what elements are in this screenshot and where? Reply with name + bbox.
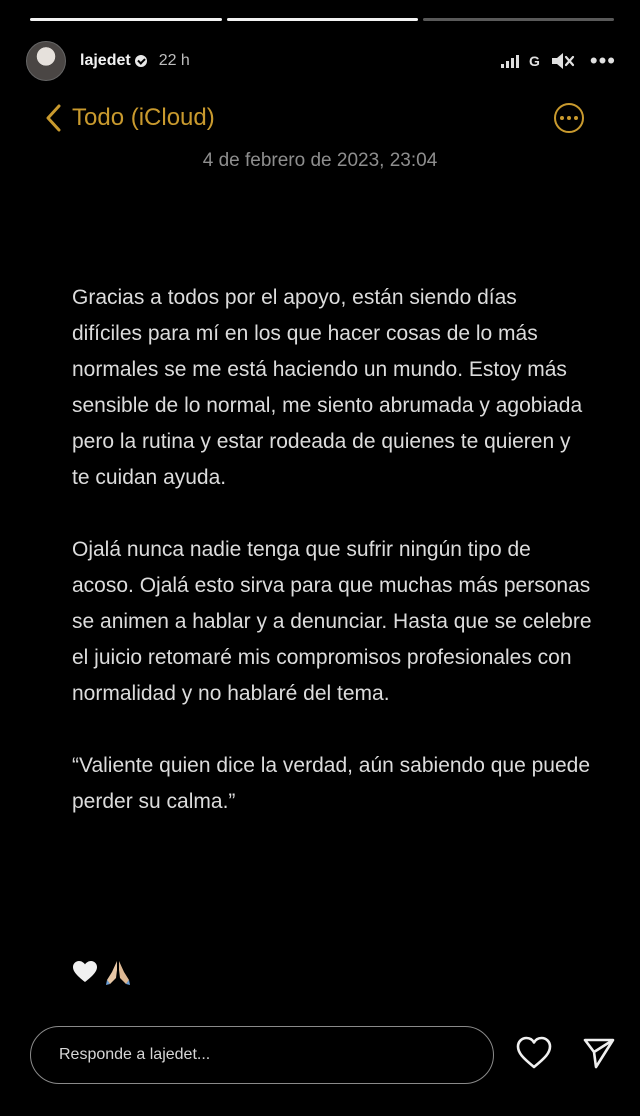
- network-type: G: [529, 53, 540, 69]
- back-button[interactable]: Todo (iCloud): [72, 104, 215, 131]
- story-progress-segment: [227, 18, 418, 21]
- folded-hands-icon: [104, 958, 132, 986]
- note-paragraph: Ojalá nunca nadie tenga que sufrir ningún tipo de acoso. Ojalá esto sirva para que muchas más personas se animen a hablar y a denunciar. Hasta que se celebre el juicio retomaré mis compromisos profesionales con normalidad y no hablaré del tema.: [72, 538, 592, 705]
- story-time-ago: 22 h: [158, 52, 190, 69]
- signal-bars-icon: [501, 54, 519, 68]
- story-more-icon[interactable]: •••: [589, 48, 616, 73]
- story-username[interactable]: lajedet: [80, 52, 131, 69]
- note-emojis: [72, 958, 132, 986]
- reply-actions: [516, 1036, 616, 1070]
- notes-header: [44, 98, 584, 138]
- ellipsis-circle-icon[interactable]: [554, 103, 584, 133]
- mute-icon[interactable]: [550, 51, 576, 71]
- verified-badge-icon: [135, 55, 147, 67]
- note-body: [72, 280, 592, 856]
- story-progress-segment: [30, 18, 222, 21]
- note-date: 4 de febrero de 2023, 23:04: [202, 150, 438, 171]
- note-paragraph: “Valiente quien dice la verdad, aún sabiendo que puede perder su calma.”: [72, 754, 591, 813]
- send-icon[interactable]: [582, 1036, 616, 1070]
- white-heart-icon: [72, 960, 98, 984]
- heart-icon[interactable]: [516, 1036, 552, 1070]
- reply-placeholder: Responde a lajedet...: [59, 1046, 211, 1063]
- reply-input[interactable]: [30, 1026, 494, 1084]
- story-progress: [30, 18, 614, 21]
- avatar[interactable]: [26, 41, 66, 81]
- story-status-icons: [501, 50, 616, 72]
- chevron-left-icon[interactable]: [44, 103, 72, 133]
- story-progress-segment: [423, 18, 614, 21]
- note-paragraph: Gracias a todos por el apoyo, están siendo días difíciles para mí en los que hacer cosas de lo más normales se me está haciendo un mundo. Estoy más sensible de lo normal, me siento abrumada y agobiada pero la rutina y estar rodeada de quienes te quieren y te cuidan ayuda.: [72, 286, 583, 489]
- story-header: [26, 40, 616, 82]
